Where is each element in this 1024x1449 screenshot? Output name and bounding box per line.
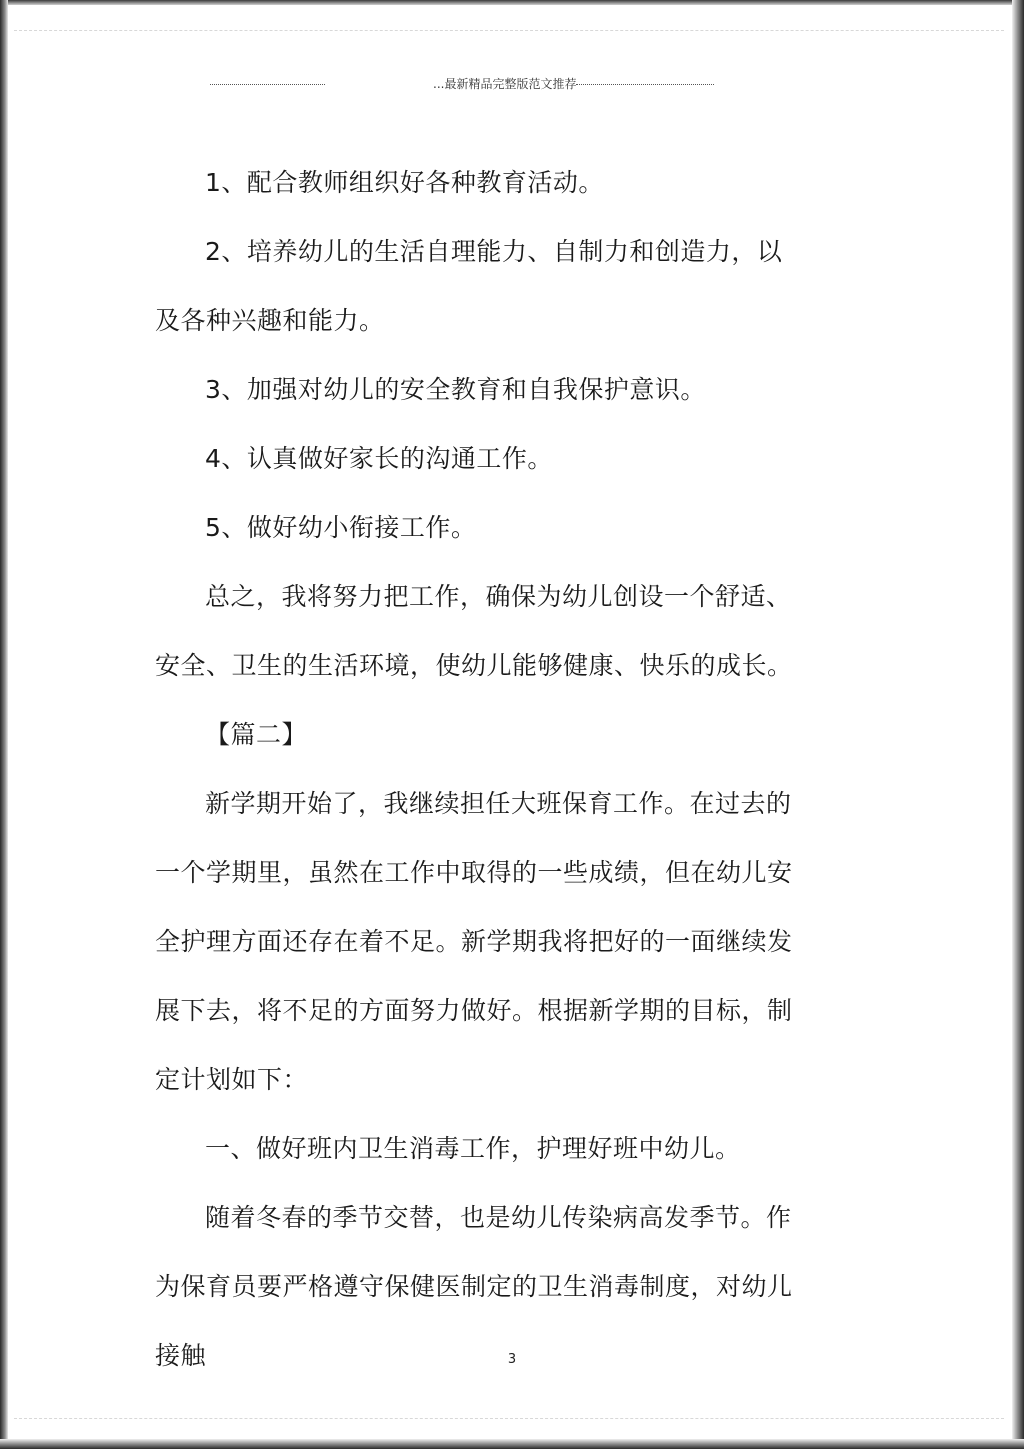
- scan-noise-top: [14, 30, 1004, 31]
- header-dotted-rule-left: [210, 84, 325, 85]
- scan-edge-right: [1012, 0, 1024, 1449]
- page-header: [210, 73, 714, 93]
- list-item-3: 3、加强对幼儿的安全教育和自我保护意识。: [205, 375, 706, 404]
- page-number: 3: [507, 1352, 517, 1367]
- scan-noise-bottom: [14, 1418, 1004, 1419]
- header-dotted-rule-right: [576, 84, 714, 85]
- list-item-1: 1、配合教师组织好各种教育活动。: [205, 168, 604, 197]
- header-text: ...最新精品完整版范文推荐: [433, 76, 577, 91]
- scan-edge-top: [0, 0, 1024, 5]
- summary-paragraph: 总之，我将努力把工作，确保为幼儿创设一个舒适、安全、卫生的生活环境，使幼儿能够健康、快乐的成长。: [155, 582, 793, 680]
- list-item-4: 4、认真做好家长的沟通工作。: [205, 444, 553, 473]
- scan-edge-left: [0, 0, 8, 1449]
- scan-edge-bottom: [0, 1439, 1024, 1449]
- intro-paragraph: 新学期开始了，我继续担任大班保育工作。在过去的一个学期里，虽然在工作中取得的一些成绩，但在幼儿安全护理方面还存在着不足。新学期我将把好的一面继续发展下去，将不足的方面努力做好。根据新学期的目标，制定计划如下：: [155, 789, 793, 1094]
- body-paragraph: 随着冬春的季节交替，也是幼儿传染病高发季节。作为保育员要严格遵守保健医制定的卫生消毒制度，对幼儿接触: [155, 1203, 793, 1370]
- document-body: [155, 148, 805, 1390]
- list-item-5: 5、做好幼小衔接工作。: [205, 513, 477, 542]
- subsection-heading: 一、做好班内卫生消毒工作，护理好班中幼儿。: [205, 1134, 741, 1163]
- section-heading: 【篇二】: [205, 720, 308, 749]
- list-item-2: 2、培养幼儿的生活自理能力、自制力和创造力，以及各种兴趣和能力。: [155, 237, 783, 335]
